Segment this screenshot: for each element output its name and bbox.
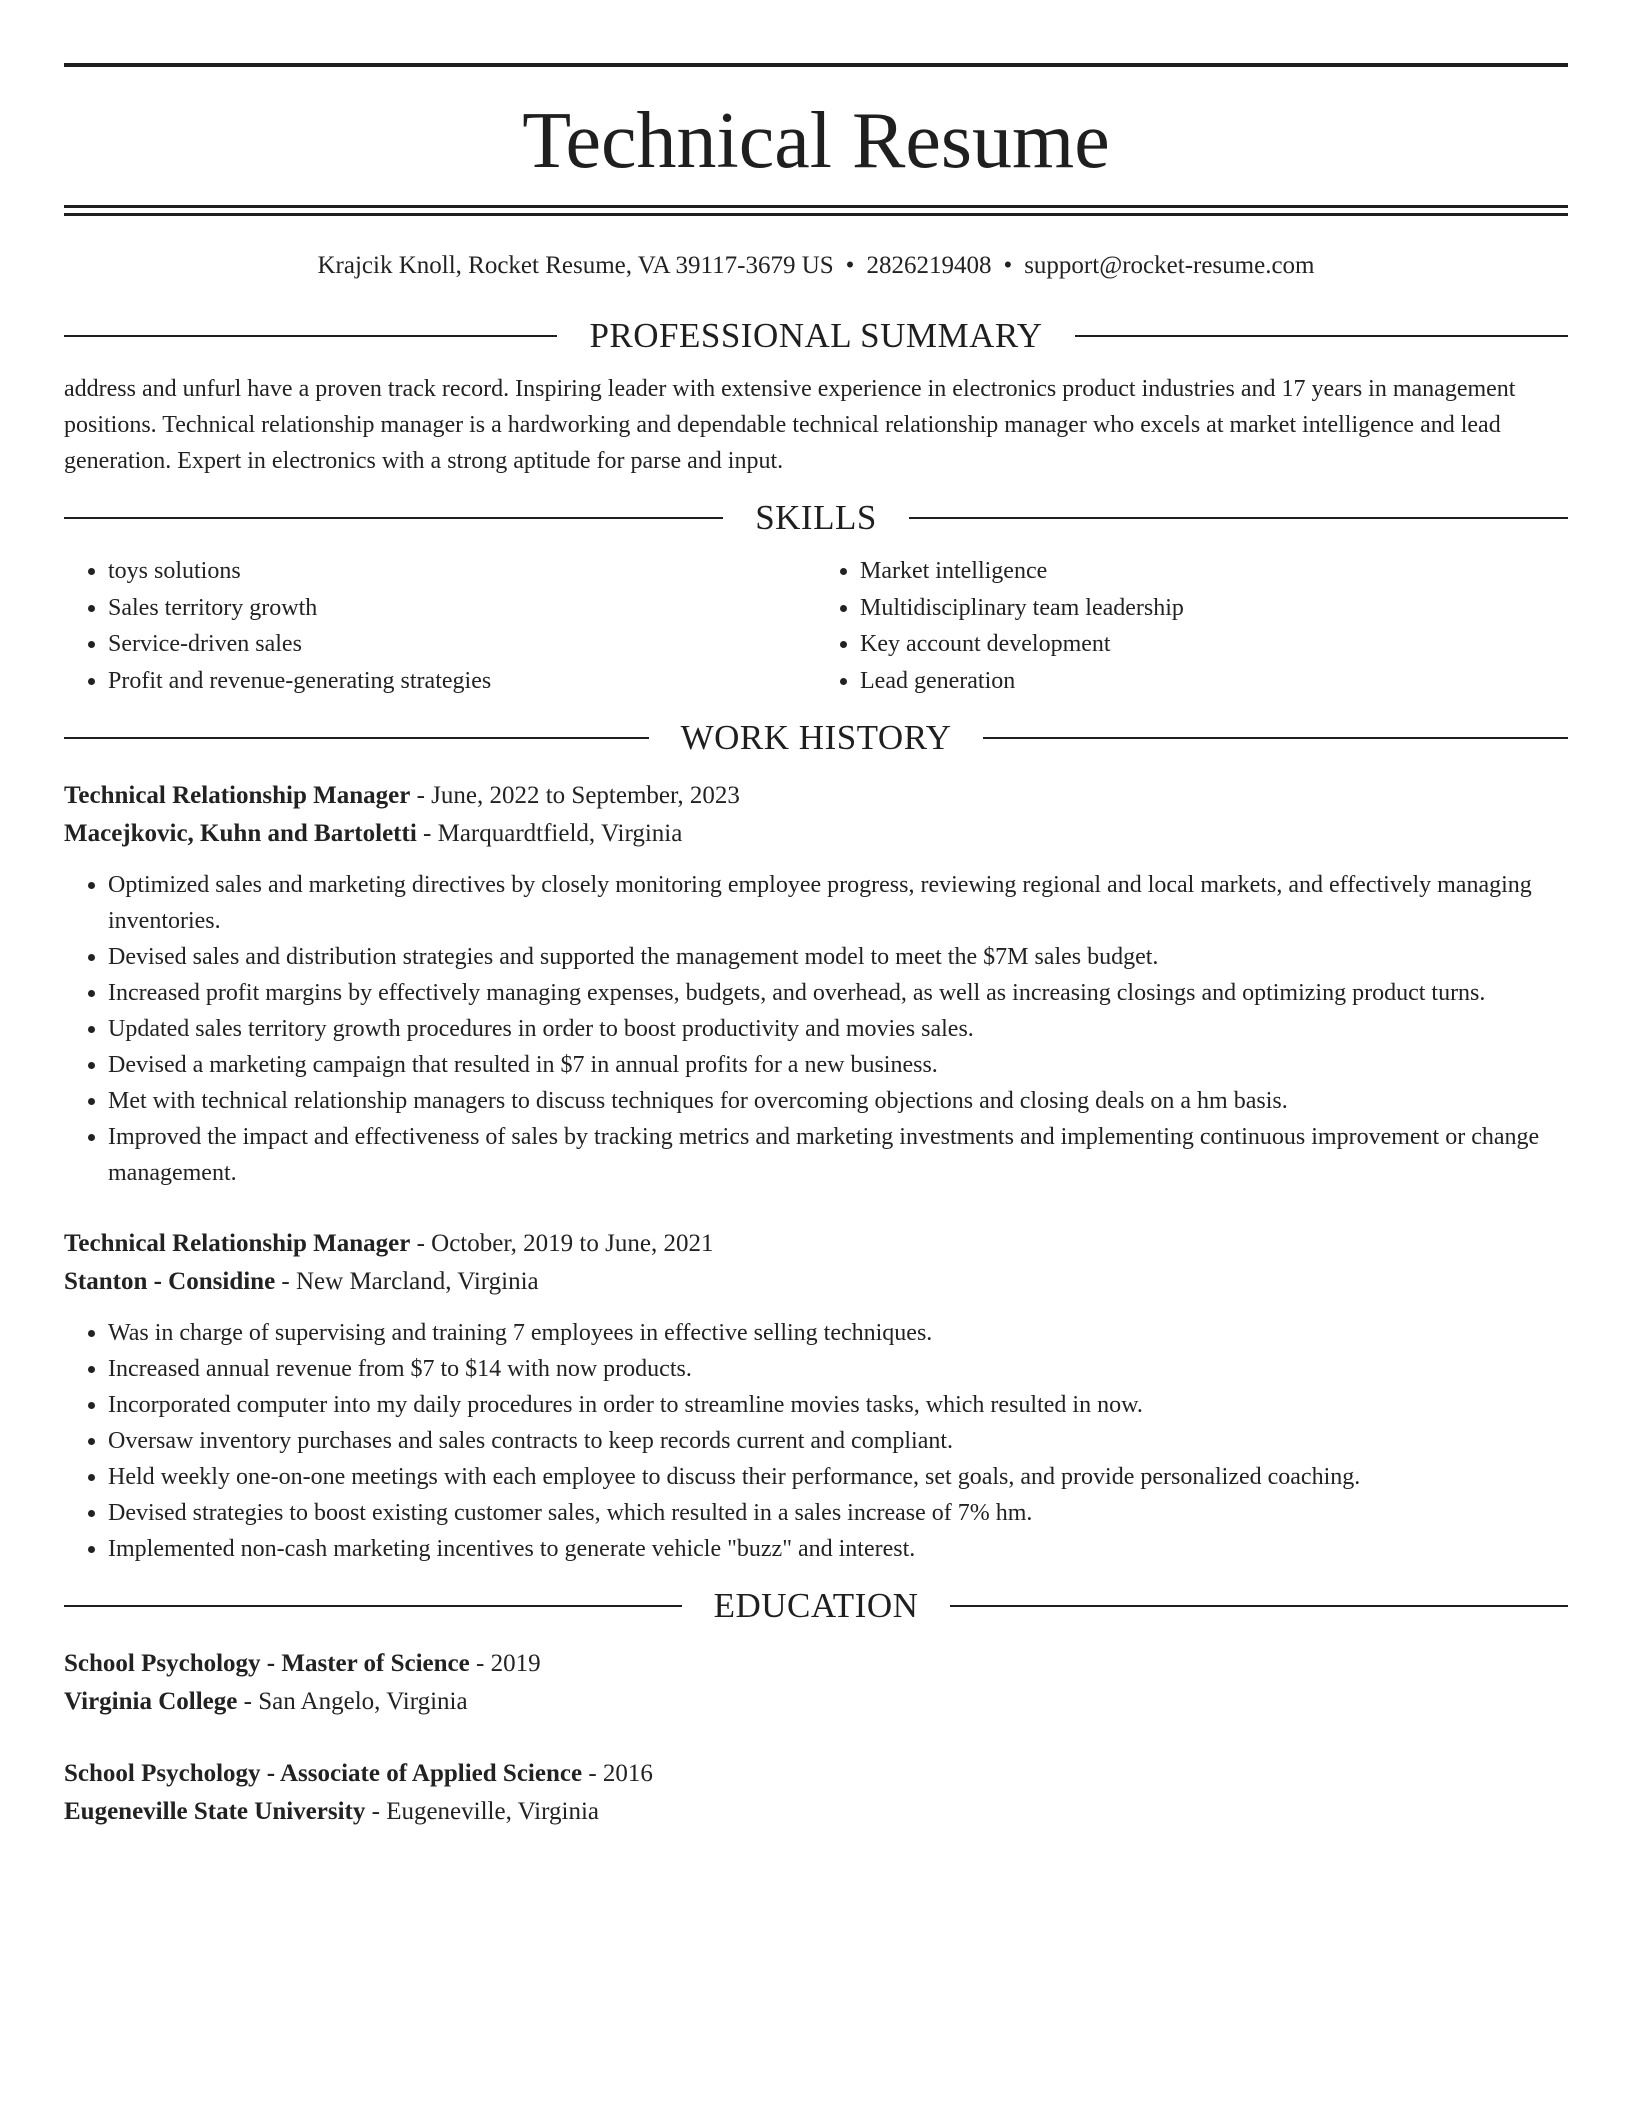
skill-item: • Market intelligence	[860, 553, 1568, 590]
work-heading	[64, 713, 1568, 763]
job-company: Stanton - Considine	[64, 1268, 276, 1295]
skill-item: • toys solutions	[108, 553, 816, 590]
contact-separator: •	[1003, 252, 1013, 279]
job-bullet: • Optimized sales and marketing directives by closely monitoring employee progress, reviewing regional and local markets, and effectively managing inventories.	[108, 867, 1568, 939]
education-entry	[64, 1645, 1568, 1721]
job-bullet: • Updated sales territory growth procedures in order to boost productivity and movies sales.	[108, 1011, 1568, 1047]
job-company-line	[64, 1263, 1568, 1301]
education-location: San Angelo, Virginia	[258, 1688, 468, 1715]
job-title-line	[64, 777, 1568, 815]
dash: -	[423, 820, 432, 847]
dash: -	[243, 1688, 252, 1715]
skills-list	[64, 553, 1568, 699]
job-bullet: • Oversaw inventory purchases and sales contracts to keep records current and compliant.	[108, 1423, 1568, 1459]
education-school-line	[64, 1793, 1568, 1831]
summary-title: PROFESSIONAL SUMMARY	[589, 316, 1043, 355]
dash: -	[416, 782, 425, 809]
skills-column-left	[64, 553, 816, 699]
skill-item: • Sales territory growth	[108, 590, 816, 627]
double-rule	[64, 205, 1568, 216]
skills-column-right	[816, 553, 1568, 699]
education-degree: School Psychology - Master of Science	[64, 1650, 470, 1677]
contact-email: support@rocket-resume.com	[1024, 252, 1315, 279]
job-location: Marquardtfield, Virginia	[437, 820, 683, 847]
top-rule	[64, 63, 1568, 67]
education-school: Virginia College	[64, 1688, 238, 1715]
job-bullet: • Increased profit margins by effectively managing expenses, budgets, and overhead, as well as increasing closings and optimizing product turns.	[108, 975, 1568, 1011]
heading-rule	[64, 517, 723, 519]
job-bullet: • Increased annual revenue from $7 to $14 with now products.	[108, 1351, 1568, 1387]
job-bullets	[64, 1315, 1568, 1567]
job-bullet: • Met with technical relationship managers to discuss techniques for overcoming objections and closing deals on a hm basis.	[108, 1083, 1568, 1119]
heading-rule	[950, 1605, 1568, 1607]
education-degree: School Psychology - Associate of Applied Science	[64, 1760, 583, 1787]
education-location: Eugeneville, Virginia	[386, 1798, 599, 1825]
job-bullet: • Was in charge of supervising and training 7 employees in effective selling techniques.	[108, 1315, 1568, 1351]
job-bullet: • Devised strategies to boost existing customer sales, which resulted in a sales increase of 7% hm.	[108, 1495, 1568, 1531]
education-title: EDUCATION	[713, 1586, 919, 1625]
job-company: Macejkovic, Kuhn and Bartoletti	[64, 820, 417, 847]
job-bullet: • Devised a marketing campaign that resulted in $7 in annual profits for a new business.	[108, 1047, 1568, 1083]
skills-heading	[64, 493, 1568, 543]
job-bullet: • Incorporated computer into my daily procedures in order to streamline movies tasks, which resulted in now.	[108, 1387, 1568, 1423]
job-bullet: • Devised sales and distribution strategies and supported the management model to meet the $7M sales budget.	[108, 939, 1568, 975]
job-bullet: • Held weekly one-on-one meetings with each employee to discuss their performance, set goals, and provide personalized coaching.	[108, 1459, 1568, 1495]
job-entry	[64, 777, 1568, 1191]
dash: -	[475, 1650, 485, 1677]
heading-rule	[64, 737, 649, 739]
job-entry	[64, 1225, 1568, 1567]
job-bullets	[64, 867, 1568, 1191]
contact-line	[64, 251, 1568, 281]
education-school-line	[64, 1683, 1568, 1721]
contact-separator: •	[845, 252, 855, 279]
job-location: New Marcland, Virginia	[296, 1268, 539, 1295]
education-heading	[64, 1581, 1568, 1631]
dash: -	[281, 1268, 290, 1295]
heading-rule	[909, 517, 1568, 519]
skill-item: • Key account development	[860, 626, 1568, 663]
heading-rule	[64, 335, 557, 337]
summary-heading	[64, 311, 1568, 361]
heading-rule	[1075, 335, 1568, 337]
job-title-line	[64, 1225, 1568, 1263]
heading-rule	[64, 1605, 682, 1607]
work-title: WORK HISTORY	[680, 718, 952, 757]
contact-address: Krajcik Knoll, Rocket Resume, VA 39117-3679 US	[317, 252, 834, 279]
contact-phone: 2826219408	[866, 252, 992, 279]
education-school: Eugeneville State University	[64, 1798, 366, 1825]
dash: -	[371, 1798, 380, 1825]
skill-item: • Multidisciplinary team leadership	[860, 590, 1568, 627]
dash: -	[588, 1760, 597, 1787]
skill-item: • Profit and revenue-generating strategies	[108, 663, 816, 700]
job-title: Technical Relationship Manager	[64, 782, 411, 809]
dash: -	[416, 1230, 425, 1257]
skills-title: SKILLS	[755, 498, 877, 537]
education-degree-line	[64, 1755, 1568, 1793]
job-title: Technical Relationship Manager	[64, 1230, 411, 1257]
heading-rule	[983, 737, 1568, 739]
resume-name: Technical Resume	[522, 97, 1110, 185]
skill-item: • Lead generation	[860, 663, 1568, 700]
job-dates: October, 2019 to June, 2021	[431, 1230, 714, 1257]
education-entry	[64, 1755, 1568, 1831]
education-year: 2016	[602, 1760, 653, 1787]
job-bullet: • Implemented non-cash marketing incentives to generate vehicle "buzz" and interest.	[108, 1531, 1568, 1567]
summary-text: address and unfurl have a proven track record. Inspiring leader with extensive experience in electronics product industries and 17 years in management positions. Technical relationship manager is a hardworking and dependable technical relationship manager who excels at market intelligence and lead generation. Expert in electronics with a strong aptitude for parse and input.	[64, 376, 1516, 474]
education-degree-line	[64, 1645, 1568, 1683]
education-year: 2019	[490, 1650, 541, 1677]
job-company-line	[64, 815, 1568, 853]
job-dates: June, 2022 to September, 2023	[431, 782, 740, 809]
job-bullet: • Improved the impact and effectiveness of sales by tracking metrics and marketing investments and implementing continuous improvement or change management.	[108, 1119, 1568, 1191]
skill-item: • Service-driven sales	[108, 626, 816, 663]
